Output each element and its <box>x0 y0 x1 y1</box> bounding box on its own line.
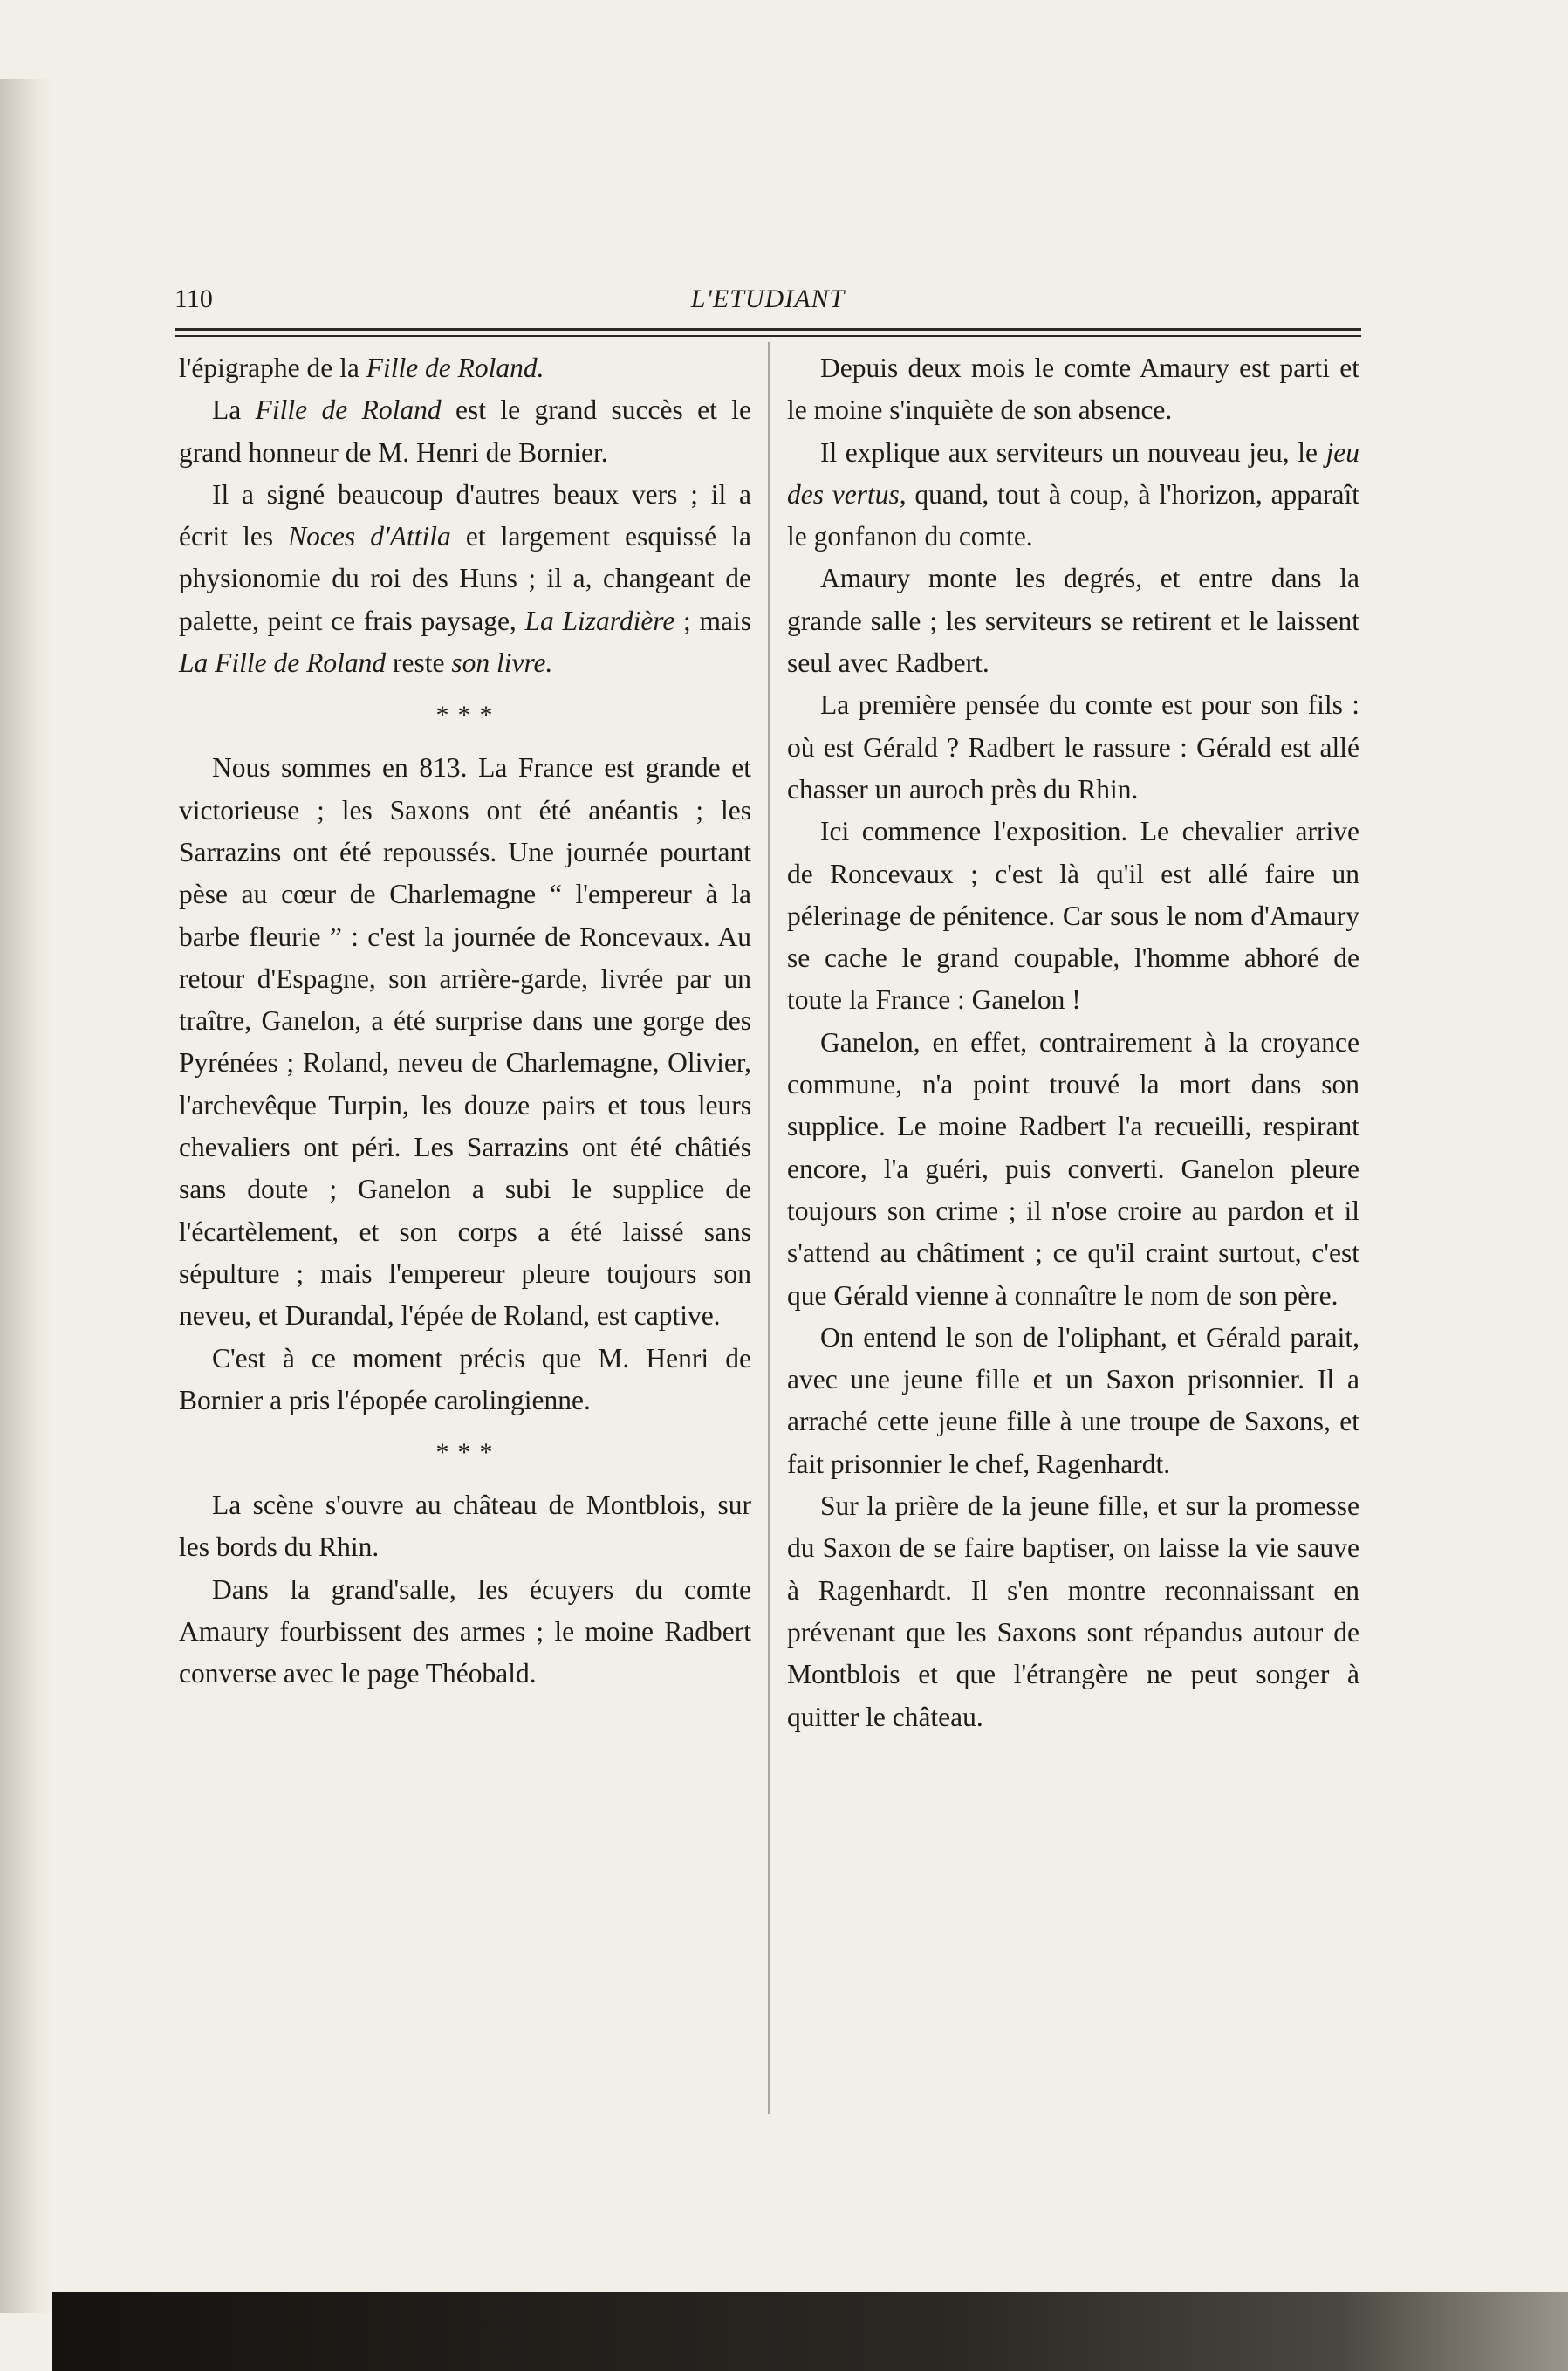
column-divider <box>768 342 770 2114</box>
paragraph: C'est à ce moment précis que M. Henri de Bornier a pris l'épopée carolingienne. <box>179 1342 751 1415</box>
paragraph: l'épigraphe de la Fille de Roland. <box>179 353 544 383</box>
paragraph: Nous sommes en 813. La France est grande et victorieuse ; les Saxons ont été anéantis ; les Sarrazins ont été repoussés. Une journée pourtant pèse au cœur de Charlemagne “ l'empereur à la barbe fleurie ” : c'est la journée de Roncevaux. Au retour d'Espagne, son arrière-garde, livrée par un traître, Ganelon, a été surprise dans une gorge des Pyrénées ; Roland, neveu de Charlemagne, Olivier, l'archevêque Turpin, les douze pairs et tous leurs chevaliers ont péri. Les Sarrazins ont été châtiés sans doute ; Ganelon a subi le supplice de l'écartèlement, et son corps a été laissé sans sépulture ; mais l'empereur pleure toujours son neveu, et Durandal, l'épée de Roland, est captive. <box>179 752 751 1332</box>
section-break: * * * <box>435 1438 495 1468</box>
section-break: * * * <box>435 701 495 730</box>
page-number: 110 <box>175 284 213 313</box>
page-edge-shadow <box>0 79 52 2313</box>
paragraph: Dans la grand'salle, les écuyers du comte Amaury fourbissent des armes ; le moine Radbert converse avec le page Théobald. <box>179 1573 751 1689</box>
paragraph: Amaury monte les degrés, et entre dans la grande salle ; les serviteurs se retirent et le laissent seul avec Radbert. <box>787 563 1359 679</box>
header-rule-top <box>175 328 1361 331</box>
paragraph: Ici commence l'exposition. Le chevalier arrive de Roncevaux ; c'est là qu'il est allé faire un pélerinage de pénitence. Car sous le nom d'Amaury se cache le grand coupable, l'homme abhoré de toute la France : Ganelon ! <box>787 816 1359 1016</box>
paragraph: La scène s'ouvre au château de Montblois, sur les bords du Rhin. <box>179 1490 751 1563</box>
running-title: L'ETUDIANT <box>690 284 846 313</box>
paragraph: Ganelon, en effet, contrairement à la croyance commune, n'a point trouvé la mort dans son supplice. Le moine Radbert l'a recueilli, respirant encore, l'a guéri, puis converti. Ganelon pleure toujours son crime ; il n'ose croire au pardon et il s'attend au châtiment ; ce qu'il craint surtout, c'est que Gérald vienne à connaître le nom de son père. <box>787 1026 1359 1311</box>
paragraph: La première pensée du comte est pour son fils : où est Gérald ? Radbert le rassure : Gérald est allé chasser un auroch près du Rhin. <box>787 689 1359 805</box>
paragraph: Il explique aux serviteurs un nouveau jeu, le jeu des vertus, quand, tout à coup, à l'horizon, apparaît le gonfanon du comte. <box>787 436 1359 552</box>
paragraph: Sur la prière de la jeune fille, et sur la promesse du Saxon de se faire baptiser, on laisse la vie sauve à Ragenhardt. Il s'en montre reconnaissant en prévenant que les Saxons sont répandus autour de Montblois et que l'étrangère ne peut songer à quitter le château. <box>787 1490 1359 1732</box>
paragraph: Il a signé beaucoup d'autres beaux vers ; il a écrit les Noces d'Attila et largement esquissé la physionomie du roi des Huns ; il a, changeant de palette, peint ce frais paysage, La Lizardière ; mais La Fille de Roland reste son livre. <box>179 478 752 679</box>
page-header <box>175 281 1361 325</box>
paragraph: On entend le son de l'oliphant, et Gérald parait, avec une jeune fille et un Saxon prisonnier. Il a arraché cette jeune fille à une troupe de Saxons, et fait prisonnier le chef, Ragenhardt. <box>787 1321 1359 1479</box>
paragraph: Depuis deux mois le comte Amaury est parti et le moine s'inquiète de son absence. <box>787 353 1359 426</box>
right-column <box>787 347 1359 1738</box>
left-column <box>179 347 751 1696</box>
paragraph: La Fille de Roland est le grand succès et le grand honneur de M. Henri de Bornier. <box>179 394 751 468</box>
scan-bottom-edge <box>52 2292 1568 2371</box>
header-rule-bottom <box>175 335 1361 337</box>
